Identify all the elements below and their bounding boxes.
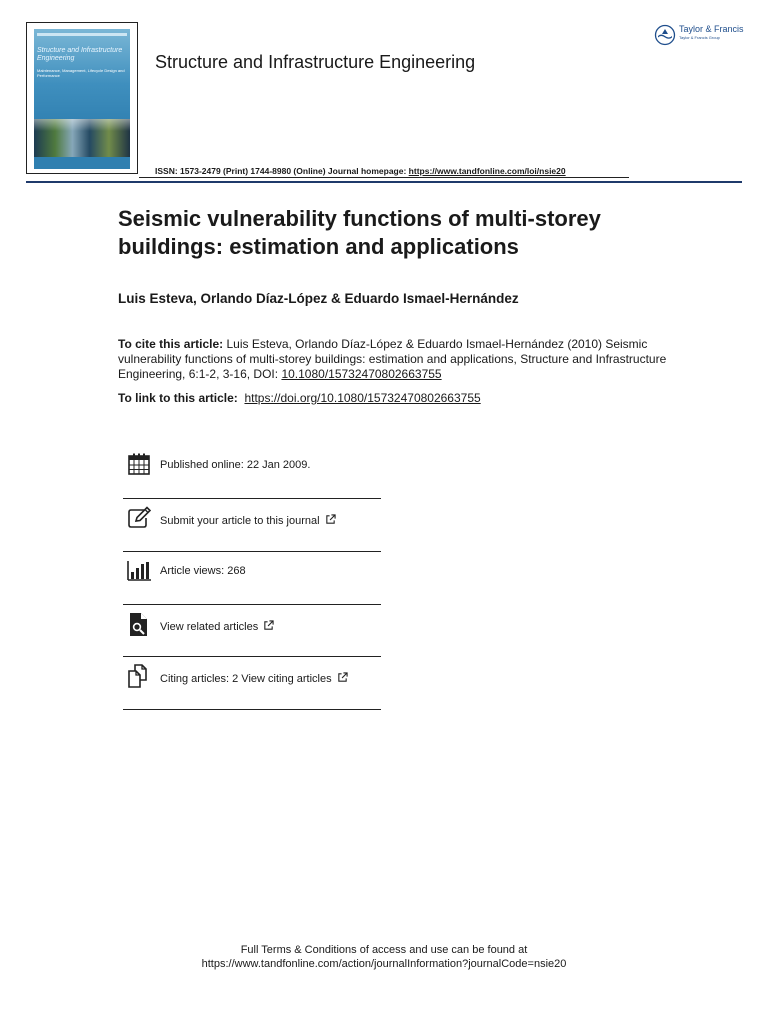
row-divider <box>123 604 381 605</box>
article-authors: Luis Esteva, Orlando Díaz-López & Eduardo Ismael-Hernández <box>118 291 519 306</box>
publisher-name: Taylor & Francis <box>679 24 744 34</box>
article-views-text: Article views: 268 <box>160 565 246 577</box>
article-views-row <box>123 559 381 585</box>
cover-strip <box>37 33 127 36</box>
published-online-row <box>123 452 381 480</box>
related-articles-link[interactable] <box>160 620 274 633</box>
taylor-francis-logo-icon <box>654 24 676 46</box>
footer-terms-url[interactable]: https://www.tandfonline.com/action/journalInformation?journalCode=nsie20 <box>201 958 567 970</box>
citing-articles-text: Citing articles: 2 View citing articles <box>160 673 332 685</box>
footer <box>0 943 768 971</box>
citing-icon <box>127 664 151 688</box>
publisher-group: Taylor & Francis Group <box>679 35 720 40</box>
submit-article-text: Submit your article to this journal <box>160 515 320 527</box>
cover-title: Structure and Infrastructure Engineering <box>37 47 123 62</box>
submit-article-row[interactable] <box>123 506 381 534</box>
row-divider <box>123 498 381 499</box>
journal-homepage-link[interactable]: https://www.tandfonline.com/loi/nsie20 <box>408 166 566 176</box>
link-label: To link to this article: <box>118 391 238 405</box>
header-divider-thin <box>139 177 629 178</box>
published-online-text: Published online: 22 Jan 2009. <box>160 459 311 471</box>
external-link-icon <box>325 514 336 525</box>
edit-icon <box>127 506 151 530</box>
row-divider <box>123 656 381 657</box>
related-articles-row[interactable] <box>123 612 381 640</box>
footer-terms-text: Full Terms & Conditions of access and use can be found at <box>240 944 528 956</box>
row-divider <box>123 551 381 552</box>
issn-line <box>155 166 566 176</box>
citing-articles-row[interactable] <box>123 664 381 692</box>
article-title: Seismic vulnerability functions of multi-storey buildings: estimation and applications <box>118 206 601 259</box>
citing-articles-link[interactable] <box>160 672 348 685</box>
journal-cover <box>26 22 138 174</box>
calendar-icon <box>127 452 151 476</box>
journal-name: Structure and Infrastructure Engineering <box>155 52 476 72</box>
external-link-icon <box>337 672 348 683</box>
cover-bottom-band <box>34 157 130 169</box>
submit-article-link[interactable] <box>160 514 336 527</box>
cover-photos <box>34 119 130 157</box>
header-divider-thick <box>26 181 742 183</box>
citation-text: Luis Esteva, Orlando Díaz-López & Eduardo Ismael-Hernández (2010) Seismic vulnerability functions of multi-storey buildings: estimation and applications, Structure and Infrastructure Engineering, 6:1-2, 3-16, DOI: <box>118 337 667 381</box>
bar-chart-icon <box>127 559 151 583</box>
cover-subtitle: Maintenance, Management, Lifecycle Design and Performance <box>37 68 125 78</box>
citation-label: To cite this article: <box>118 337 224 351</box>
related-articles-text: View related articles <box>160 621 259 633</box>
row-divider <box>123 709 381 710</box>
related-search-icon <box>127 612 151 636</box>
article-doi-url[interactable]: https://doi.org/10.1080/15732470802663755 <box>244 391 481 405</box>
doi-link[interactable]: 10.1080/15732470802663755 <box>281 367 442 381</box>
publisher-logo <box>654 22 750 48</box>
external-link-icon <box>263 620 274 631</box>
cover-top-band <box>34 29 130 129</box>
issn-text: ISSN: 1573-2479 (Print) 1744-8980 (Online) Journal homepage: <box>155 166 409 176</box>
citation-block <box>118 337 678 382</box>
article-link-line <box>118 391 481 405</box>
